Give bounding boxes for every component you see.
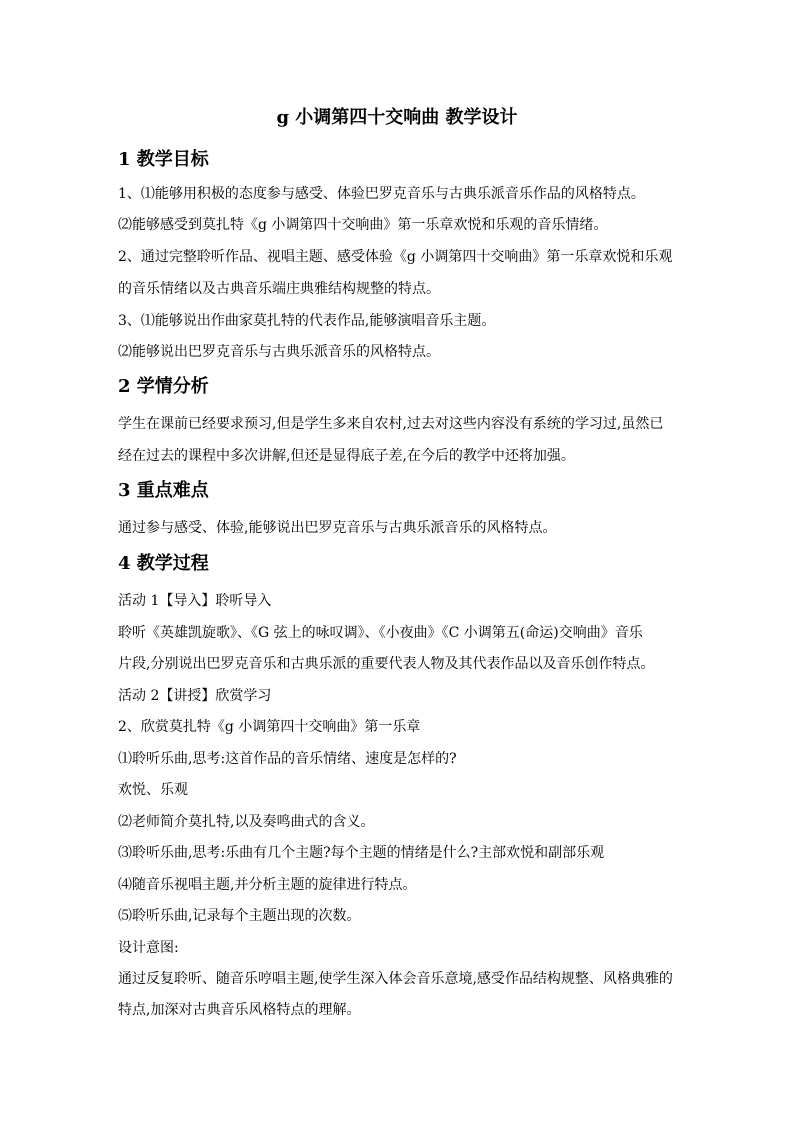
paragraph-line: ⑶聆听乐曲,思考:乐曲有几个主题?每个主题的情绪是什么?主部欢悦和副部乐观 — [118, 845, 605, 861]
paragraph-line: ⑴聆听乐曲,思考:这首作品的音乐情绪、速度是怎样的? — [118, 751, 457, 767]
paragraph-line: ⑵能够感受到莫扎特《g 小调第四十交响曲》第一乐章欢悦和乐观的音乐情绪。 — [118, 217, 608, 233]
section-heading-teaching-process: 4 教学过程 — [118, 553, 209, 574]
paragraph-line: 学生在课前已经要求预习,但是学生多来自农村,过去对这些内容没有系统的学习过,虽然已 — [118, 416, 664, 432]
paragraph-line: 2、通过完整聆听作品、视唱主题、感受体验《g 小调第四十交响曲》第一乐章欢悦和乐观 — [118, 249, 673, 265]
paragraph-line: 聆听《英雄凯旋歌》、《G 弦上的咏叹调》、《小夜曲》《C 小调第五(命运)交响曲》音乐 — [118, 625, 643, 641]
paragraph-line: 特点,加深对古典音乐风格特点的理解。 — [118, 1002, 361, 1018]
paragraph-line: 1、⑴能够用积极的态度参与感受、体验巴罗克音乐与古典乐派音乐作品的风格特点。 — [118, 186, 645, 202]
paragraph-line: 通过反复聆听、随音乐哼唱主题,使学生深入体会音乐意境,感受作品结构规整、风格典雅的 — [118, 971, 673, 987]
section-heading-key-points: 3 重点难点 — [118, 480, 209, 501]
section-heading-student-analysis: 2 学情分析 — [118, 376, 209, 397]
paragraph-line: 片段,分别说出巴罗克音乐和古典乐派的重要代表人物及其代表作品以及音乐创作特点。 — [118, 656, 655, 672]
paragraph-line: 2、欣赏莫扎特《g 小调第四十交响曲》第一乐章 — [118, 719, 421, 735]
paragraph-line: 通过参与感受、体验,能够说出巴罗克音乐与古典乐派音乐的风格特点。 — [118, 520, 557, 536]
paragraph-line: ⑸聆听乐曲,记录每个主题出现的次数。 — [118, 908, 361, 924]
activity-label: 活动 1【导入】聆听导入 — [118, 593, 272, 609]
section-heading-objectives: 1 教学目标 — [118, 149, 209, 170]
paragraph-line: ⑷随音乐视唱主题,并分析主题的旋律进行特点。 — [118, 877, 417, 893]
paragraph-line: ⑵老师简介莫扎特,以及奏鸣曲式的含义。 — [118, 814, 375, 830]
design-intent-label: 设计意图: — [118, 940, 179, 956]
paragraph-line: 欢悦、乐观 — [118, 782, 188, 798]
document-title: g 小调第四十交响曲 教学设计 — [276, 107, 518, 128]
activity-label: 活动 2【讲授】欣赏学习 — [118, 688, 272, 704]
paragraph-line: 3、⑴能够说出作曲家莫扎特的代表作品,能够演唱音乐主题。 — [118, 313, 496, 329]
paragraph-line: 经在过去的课程中多次讲解,但还是显得底子差,在今后的教学中还将加强。 — [118, 448, 575, 464]
paragraph-line: 的音乐情绪以及古典音乐端庄典雅结构规整的特点。 — [118, 281, 440, 297]
paragraph-line: ⑵能够说出巴罗克音乐与古典乐派音乐的风格特点。 — [118, 344, 440, 360]
